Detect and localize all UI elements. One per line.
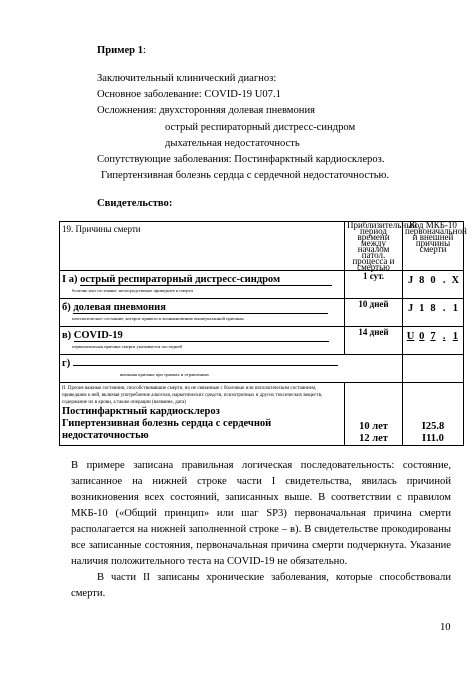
part-2-interval: 12 лет [359, 433, 388, 444]
interval-value: 14 дней [345, 327, 403, 355]
complication-2: острый респираторный дистресс-синдром [165, 122, 356, 133]
cause-value: COVID-19 [74, 330, 329, 342]
row-label: в) [62, 330, 72, 341]
icd-code: U 0 7 . 1 [406, 331, 458, 342]
part-2-code: I25.8 [421, 421, 445, 432]
certificate-title: Свидетельство: [97, 198, 173, 209]
cause-note: патологическое состояние, которое привело к возникновению вышеуказанной причины [72, 316, 244, 321]
header-codes: Код МКБ-10 первоначальной и внешней причины смерти [403, 222, 464, 271]
interval-value: 10 дней [345, 299, 403, 327]
interval-value: 1 сут. [345, 271, 403, 299]
part-2-note: II. Прочие важные состояния, способствовавшие смерти, но не связанные с болезнью или патологическим состоянием, приведшим к ней, включая употребление алкоголя, наркотических средств, психотропных и других токсических веществ, содержание их в крови, а также операции (название, дата) [62, 386, 323, 405]
part-2-item: Постинфарктный кардиосклероз [62, 406, 220, 417]
complications: Осложнения: двухсторонняя долевая пневмония [97, 105, 316, 116]
cause-row-b [60, 299, 464, 327]
cause-value: долевая пневмония [73, 302, 328, 314]
concomitant-2: Гипертензивная болезнь сердца с сердечной недостаточностью. [101, 170, 390, 181]
cause-value: острый респираторный дистресс-синдром [80, 274, 332, 286]
cause-note: первоначальная причина смерти указывается последней [72, 344, 182, 349]
row-label: б) [62, 302, 71, 313]
concomitant: Сопутствующие заболевания: Постинфарктный кардиосклероз. [97, 154, 385, 165]
example-title: Пример 1: [97, 45, 146, 56]
part-2-item: Гипертензивная болезнь сердца с сердечной недостаточностью [62, 418, 272, 441]
cause-note: болезнь или состояние, непосредственно приведшее к смерти [72, 288, 193, 293]
part-2-row [60, 383, 464, 446]
cause-row-a [60, 271, 464, 299]
icd-code [403, 355, 464, 383]
cause-row-d [60, 355, 464, 383]
cause-note: внешняя причина при травмах и отравлениях [120, 372, 209, 377]
main-disease: Основное заболевание: COVID-19 U07.1 [97, 89, 281, 100]
icd-code: J 8 0 . X [407, 275, 460, 286]
interval-value [345, 355, 403, 383]
icd-code: J 1 8 . 1 [407, 303, 458, 314]
part-2-code: I11.0 [422, 433, 444, 444]
explanation-paragraph-2: В части II записаны хронические заболевания, которые способствовали смерти. [71, 572, 451, 599]
cause-row-c [60, 327, 464, 355]
complication-3: дыхательная недостаточность [165, 138, 300, 149]
row-label: г) [62, 358, 71, 369]
cause-value [73, 365, 338, 366]
page-number: 10 [440, 622, 451, 633]
header-interval: Приблизительный период времени между началом патол. процесса и смертью [345, 222, 403, 271]
explanation-paragraph-1: В примере записана правильная логическая последовательность: состояние, записанное на нижней строке части I свидетельства, явилась причиной возникновения всех состояний, записанных выше. В соответствии с правилом МКБ-10 («Общий принцип» или шаг SP3) первоначальная причина смерти располагается на нижней заполненной строке – в). В свидетельстве прокодированы все записанные состояния, первоначальная причина смерти подчеркнута. Указание наличия положительного теста на COVID-19 не обязательно. [71, 460, 451, 567]
death-certificate-table [59, 220, 467, 446]
part-2-interval: 10 лет [359, 421, 388, 432]
row-label: I а) [62, 274, 78, 285]
header-causes: 19. Причины смерти [60, 222, 345, 271]
diagnosis-heading: Заключительный клинический диагноз: [97, 73, 277, 84]
